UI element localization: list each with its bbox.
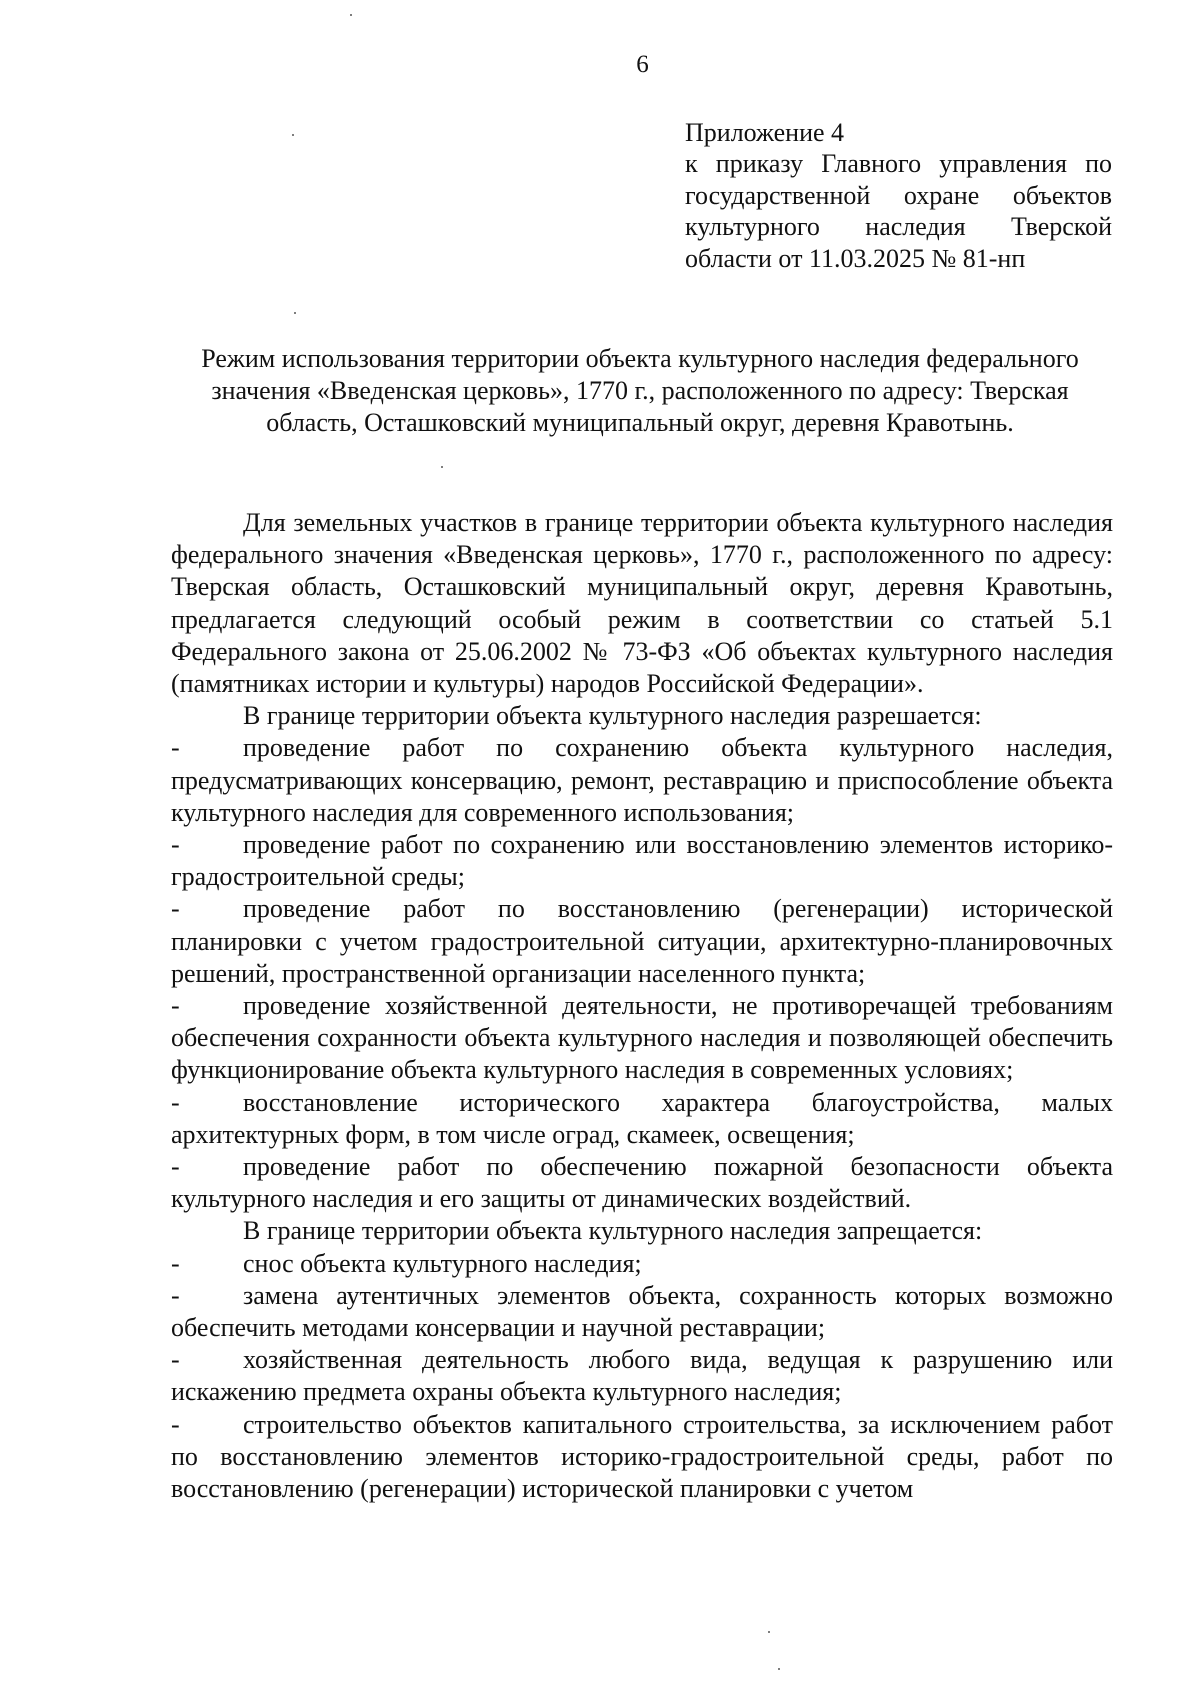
list-dash: - [171,1280,180,1310]
list-dash: - [171,1152,180,1182]
list-item [171,1344,1113,1408]
list-item-text: восстановление исторического характера благоустройства, малых архитектурных форм, в том числе оград, скамеек, освещения; [171,1087,1113,1149]
scan-speck [441,466,443,468]
list-dash: - [171,991,180,1021]
list-dash: - [171,733,180,763]
scan-speck [350,14,352,16]
list-item [171,1409,1113,1506]
list-dash: - [171,894,180,924]
list-item [171,1248,1113,1280]
scan-speck [768,1631,770,1633]
list-dash: - [171,1409,180,1439]
list-dash: - [171,830,180,860]
scan-speck [292,134,294,136]
permitted-heading: В границе территории объекта культурного наследия разрешается: [243,701,982,731]
list-item [171,732,1113,829]
list-item [171,1087,1113,1151]
list-item [171,1151,1113,1215]
list-item-text: строительство объектов капитального строительства, за исключением работ по восстановлению элементов историко-градостроительной среды, работ по восстановлению (регенерации) исторической планировки с учетом [171,1409,1113,1504]
intro-paragraph: Для земельных участков в границе территории объекта культурного наследия федерального значения «Введенская церковь», 1770 г., расположенного по адресу: Тверская область, Осташковский муниципальный округ, деревня Кравотынь, предлагается следующий особый режим в соответствии со статьей 5.1 Федерального закона от 25.06.2002 № 73-ФЗ «Об объектах культурного наследия (памятниках истории и культуры) народов Российской Федерации». [171,508,1113,699]
list-item [171,990,1113,1087]
list-item-text: хозяйственная деятельность любого вида, ведущая к разрушению или искажению предмета охраны объекта культурного наследия; [171,1345,1113,1407]
page-number: 6 [636,51,649,78]
list-item [171,893,1113,990]
list-item-text: проведение работ по восстановлению (регенерации) исторической планировки с учетом градостроительной ситуации, архитектурно-планировочных решений, пространственной организации населенного пункта; [171,894,1113,988]
permitted-list [171,732,1113,1215]
document-title: Режим использования территории объекта культурного наследия федерального значения «Введенская церковь», 1770 г., расположенного по адресу: Тверская область, Осташковский муниципальный округ, деревня Кравотынь. [201,344,1079,437]
appendix-order-reference: к приказу Главного управления по государственной охране объектов культурного наследия Тверской области от 11.03.2025 № 81-нп [685,149,1112,273]
list-item-text: проведение работ по обеспечению пожарной безопасности объекта культурного наследия и его защиты от динамических воздействий. [171,1152,1113,1214]
prohibited-list [171,1248,1113,1506]
appendix-label: Приложение 4 [685,118,845,147]
prohibited-heading: В границе территории объекта культурного наследия запрещается: [243,1216,983,1246]
scan-speck [778,1668,780,1670]
list-item-text: замена аутентичных элементов объекта, сохранность которых возможно обеспечить методами консервации и научной реставрации; [171,1280,1113,1343]
document-body [171,507,1113,1505]
list-dash: - [171,1345,180,1375]
list-item-text: проведение хозяйственной деятельности, не противоречащей требованиям обеспечения сохранности объекта культурного наследия и позволяющей обеспечить функционирование объекта культурного наследия в современных условиях; [171,991,1113,1085]
appendix-block [685,117,1112,274]
list-dash: - [171,1248,180,1278]
list-dash: - [171,1087,180,1117]
list-item [171,829,1113,893]
scan-speck [294,312,296,314]
list-item-text: проведение работ по сохранению или восстановлению элементов историко-градостроительной среды; [171,830,1113,892]
list-item-text: снос объекта культурного наследия; [243,1248,642,1278]
list-item [171,1280,1113,1344]
list-item-text: проведение работ по сохранению объекта культурного наследия, предусматривающих консервацию, ремонт, реставрацию и приспособление объекта культурного наследия для современного использования; [171,733,1113,827]
